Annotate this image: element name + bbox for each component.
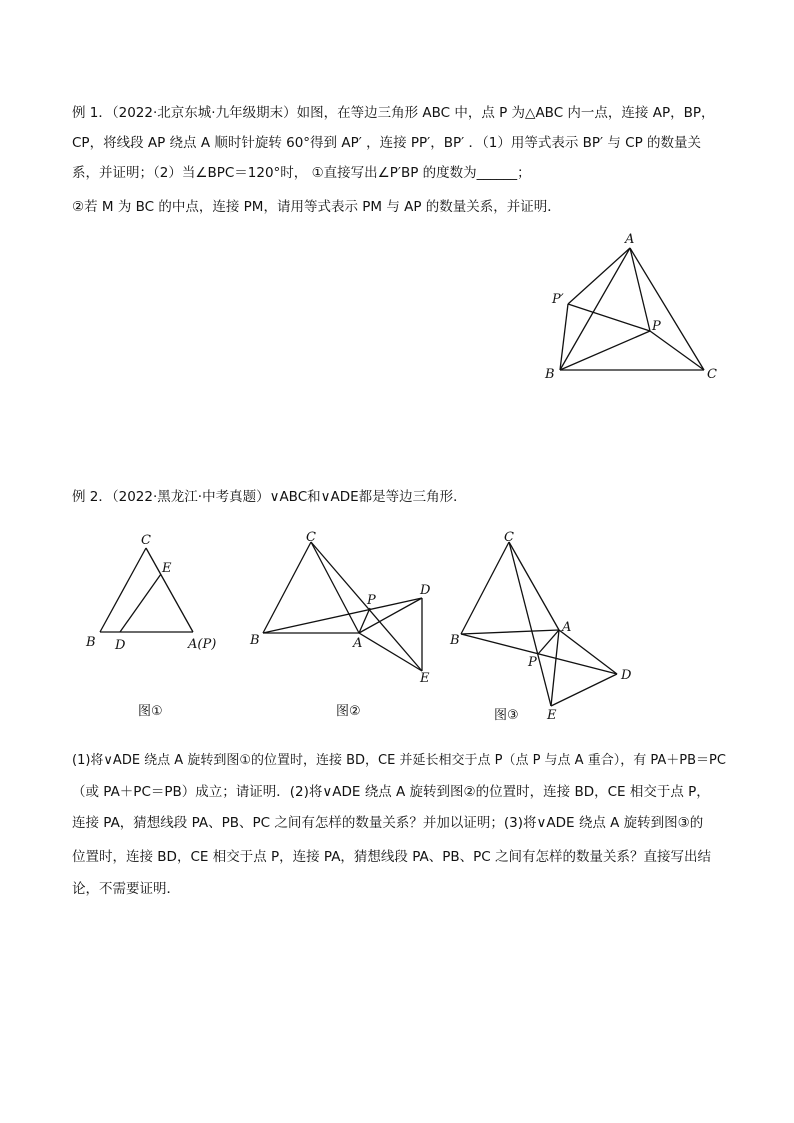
fig1-label-E: E (162, 561, 172, 576)
example2-figure-2 (245, 526, 445, 691)
fig3-label-C: C (504, 530, 514, 545)
example1-line-4: ②若 M 为 BC 的中点，连接 PM，请用等式表示 PM 与 AP 的数量关系，并证明． (72, 199, 561, 215)
fig1-label-D: D (115, 638, 126, 653)
fig2-caption: 图② (336, 704, 361, 719)
fig3-label-E: E (547, 708, 557, 723)
fig2-label-C: C (306, 530, 316, 545)
fig1-label-AP: A(P) (188, 637, 217, 652)
example2-body-line-1: (1)将∨ADE 绕点 A 旋转到图①的位置时，连接 BD，CE 并延长相交于点 P（点 P 与点 A 重合），有 PA＋PB＝PC (72, 753, 726, 768)
fig2-label-E: E (420, 671, 430, 686)
example2-figure-3 (445, 526, 645, 726)
example1-line-2: CP，将线段 AP 绕点 A 顺时针旋转 60°得到 AP′ ，连接 PP′，BP′ ．（1）用等式表示 BP′ 与 CP 的数量关 (72, 135, 702, 151)
label-A: A (625, 232, 635, 247)
fig2-label-P: P (367, 593, 376, 608)
example2-body-line-4: 位置时，连接 BD，CE 相交于点 P，连接 PA，猜想线段 PA、PB、PC 之间有怎样的数量关系？直接写出结 (72, 849, 711, 865)
example1-line-3: 系，并证明；（2）当∠BPC＝120°时， ①直接写出∠P′BP 的度数为______； (72, 165, 531, 181)
fig1-label-B: B (86, 635, 96, 650)
fig2-label-B: B (250, 633, 260, 648)
label-P-prime: P′ (552, 292, 564, 307)
label-P: P (652, 319, 661, 334)
fig2-label-A: A (353, 636, 363, 651)
example2-body-line-3: 连接 PA，猜想线段 PA、PB、PC 之间有怎样的数量关系？并加以证明；(3)将∨ADE 绕点 A 旋转到图③的 (72, 815, 704, 831)
example2-title: 例 2．（2022·黑龙江·中考真题）∨ABC和∨ADE都是等边三角形． (72, 489, 467, 505)
fig3-label-D: D (621, 668, 632, 683)
example1-line-1: 例 1．（2022·北京东城·九年级期末）如图，在等边三角形 ABC 中，点 P 为△ABC 内一点，连接 AP，BP， (72, 105, 715, 121)
fig3-label-P: P (528, 655, 537, 670)
example2-body-line-5: 论，不需要证明． (72, 881, 180, 897)
fig1-caption: 图① (138, 704, 163, 719)
fig1-label-C: C (141, 533, 151, 548)
fig2-label-D: D (420, 583, 431, 598)
example1-figure (540, 228, 730, 388)
example2-figure-1 (80, 526, 230, 661)
fig3-caption: 图③ (494, 708, 519, 723)
fig3-label-B: B (450, 633, 460, 648)
label-C: C (707, 367, 717, 382)
fig3-label-A: A (562, 620, 572, 635)
example2-body-line-2: （或 PA＋PC＝PB）成立；请证明．(2)将∨ADE 绕点 A 旋转到图②的位置时，连接 BD，CE 相交于点 P， (72, 784, 710, 800)
label-B: B (545, 367, 555, 382)
